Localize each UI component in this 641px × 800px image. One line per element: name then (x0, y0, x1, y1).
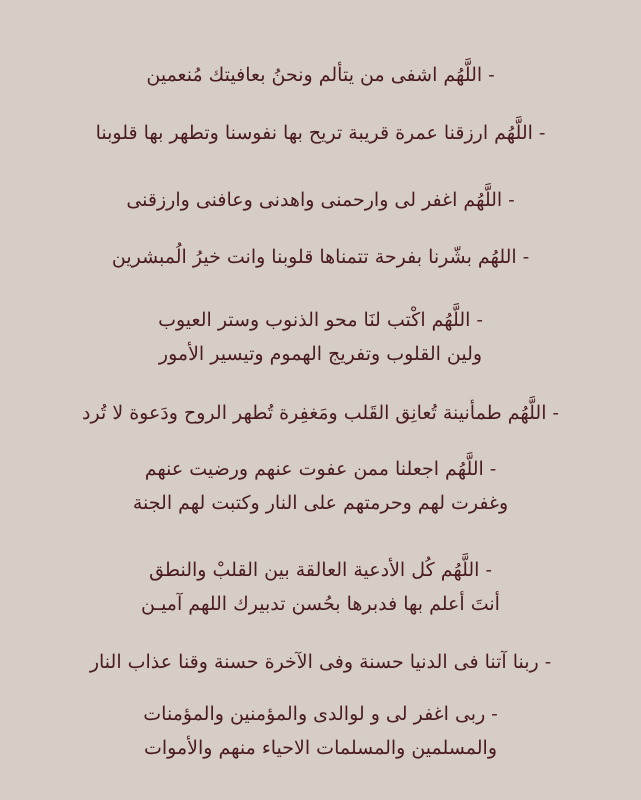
verse-line: وغفرت لهم وحرمتهم على النار وكتبت لهم الجنة (132, 492, 509, 514)
verse-line: - اللَّهُم طمأنينة تُعانِق القَلب ومَغفِرة تُطهر الروح ودَعوة لا تُرد (82, 402, 559, 424)
verse-line: - اللَّهُم ارزقنا عمرة قريبة تريح بها نفوسنا وتطهر بها قلوبنا (95, 122, 546, 144)
dua-verse-3 (0, 183, 641, 217)
dua-verse-8 (0, 553, 641, 621)
dua-verse-6 (0, 396, 641, 430)
dua-verse-1 (0, 58, 641, 92)
verse-line: - اللَّهُم اغفر لى وارحمنى واهدنى وعافنى وارزقنى (126, 189, 515, 211)
verse-line: ولين القلوب وتفريج الهموم وتيسير الأمور (158, 343, 483, 365)
verse-line: - ربى اغفر لى و لوالدى والمؤمنين والمؤمنات (143, 703, 498, 725)
verse-line: - اللَّهُم اكْتب لنَا محو الذنوب وستر العيوب (158, 309, 483, 331)
verse-line: - اللَّهُم كُل الأدعية العالقة بين القلبْ والنطق (149, 559, 492, 581)
dua-verse-10 (0, 697, 641, 765)
dua-verse-5 (0, 303, 641, 371)
verse-line: - اللهُم بشّرنا بفرحة تتمناها قلوبنا وانت خيرُ الُمبشرين (111, 246, 530, 268)
verse-line: - ربنا آتنا فى الدنيا حسنة وفى الآخرة حسنة وقنا عذاب النار (89, 651, 552, 673)
dua-verse-4 (0, 240, 641, 274)
dua-verse-9 (0, 645, 641, 679)
verse-line: أنتَ أعلم بها فدبرها بحُسن تدبيرك اللهم آميـن (141, 593, 500, 615)
verse-line: - اللَّهُم اشفى من يتألم ونحنُ بعافيتك مُنعمين (146, 64, 495, 86)
dua-verse-7 (0, 452, 641, 520)
verse-line: - اللَّهُم اجعلنا ممن عفوت عنهم ورضيت عنهم (144, 458, 497, 480)
verse-line: والمسلمين والمسلمات الاحياء منهم والأموات (143, 737, 497, 759)
dua-verse-2 (0, 116, 641, 150)
